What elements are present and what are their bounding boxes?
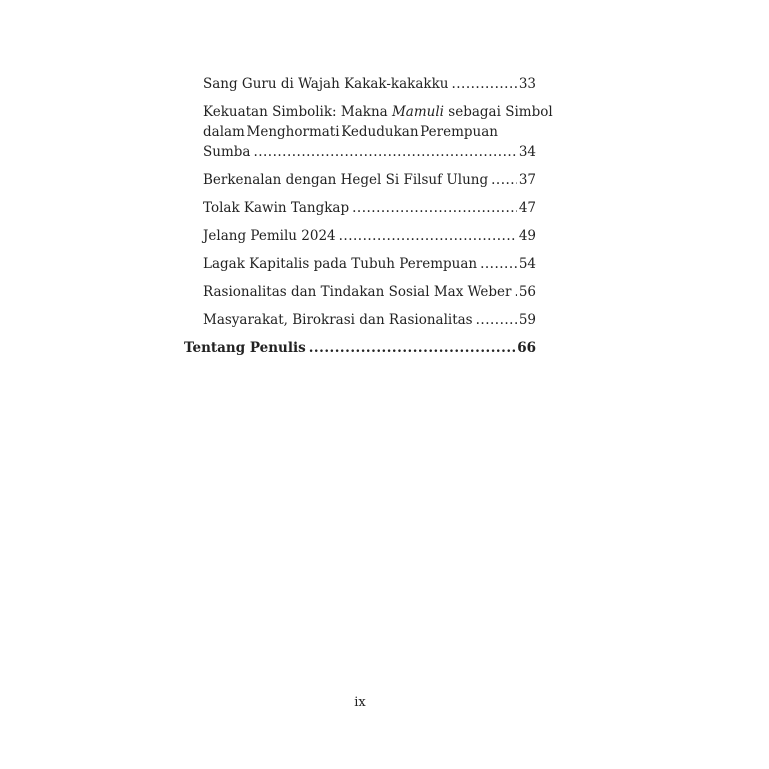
toc-entry-section bbox=[184, 338, 536, 358]
toc-entry-title-line2: dalam Menghormati Kedudukan Perempuan bbox=[203, 124, 498, 140]
toc-entry-title: Sang Guru di Wajah Kakak-kakakku bbox=[203, 76, 449, 92]
toc-entry-page: 34 bbox=[518, 144, 536, 160]
toc-entry bbox=[203, 310, 536, 330]
toc-leader-dots bbox=[352, 198, 517, 218]
toc-entry-page: 59 bbox=[518, 312, 536, 328]
toc-entry-multiline bbox=[203, 102, 553, 162]
toc-entry bbox=[203, 198, 536, 218]
toc-entry-page: 37 bbox=[518, 172, 536, 188]
toc-entry-page: 54 bbox=[518, 256, 536, 272]
toc-leader-dots bbox=[451, 74, 516, 94]
toc-leader-dots bbox=[480, 254, 517, 274]
toc-entry-title-line1: Kekuatan Simbolik: Makna Mamuli sebagai Simbol bbox=[203, 104, 553, 120]
toc-entry-page: 56 bbox=[518, 284, 536, 300]
toc-entry-title: Lagak Kapitalis pada Tubuh Perempuan bbox=[203, 256, 478, 272]
toc-leader-dots bbox=[309, 338, 515, 358]
toc-leader-dots bbox=[253, 142, 516, 162]
toc-entry-page: 66 bbox=[517, 340, 536, 356]
toc-entry bbox=[203, 254, 536, 274]
toc-entry-title-line3: Sumba ..... 34 bbox=[203, 142, 536, 162]
toc-entry-title: Rasionalitas dan Tindakan Sosial Max Weber bbox=[203, 284, 512, 300]
toc-entry bbox=[203, 282, 536, 302]
toc-entry-title: Tolak Kawin Tangkap bbox=[203, 200, 350, 216]
toc-entry bbox=[203, 226, 536, 246]
toc-entry-title: Jelang Pemilu 2024 bbox=[203, 228, 336, 244]
toc-entry-page: 47 bbox=[518, 200, 536, 216]
toc-entry-title: Berkenalan dengan Hegel Si Filsuf Ulung bbox=[203, 172, 489, 188]
page-number: ix bbox=[354, 695, 366, 710]
toc-entry bbox=[203, 74, 536, 94]
toc-entry bbox=[203, 170, 536, 190]
toc-entry-title: Masyarakat, Birokrasi dan Rasionalitas bbox=[203, 312, 473, 328]
toc-entry-page: 33 bbox=[518, 76, 536, 92]
toc-leader-dots bbox=[491, 170, 517, 190]
toc-entry-title: Tentang Penulis bbox=[184, 340, 306, 356]
toc-leader-dots bbox=[476, 310, 517, 330]
toc-leader-dots bbox=[339, 226, 517, 246]
toc-leader-dots bbox=[514, 282, 516, 302]
toc-entry-page: 49 bbox=[518, 228, 536, 244]
